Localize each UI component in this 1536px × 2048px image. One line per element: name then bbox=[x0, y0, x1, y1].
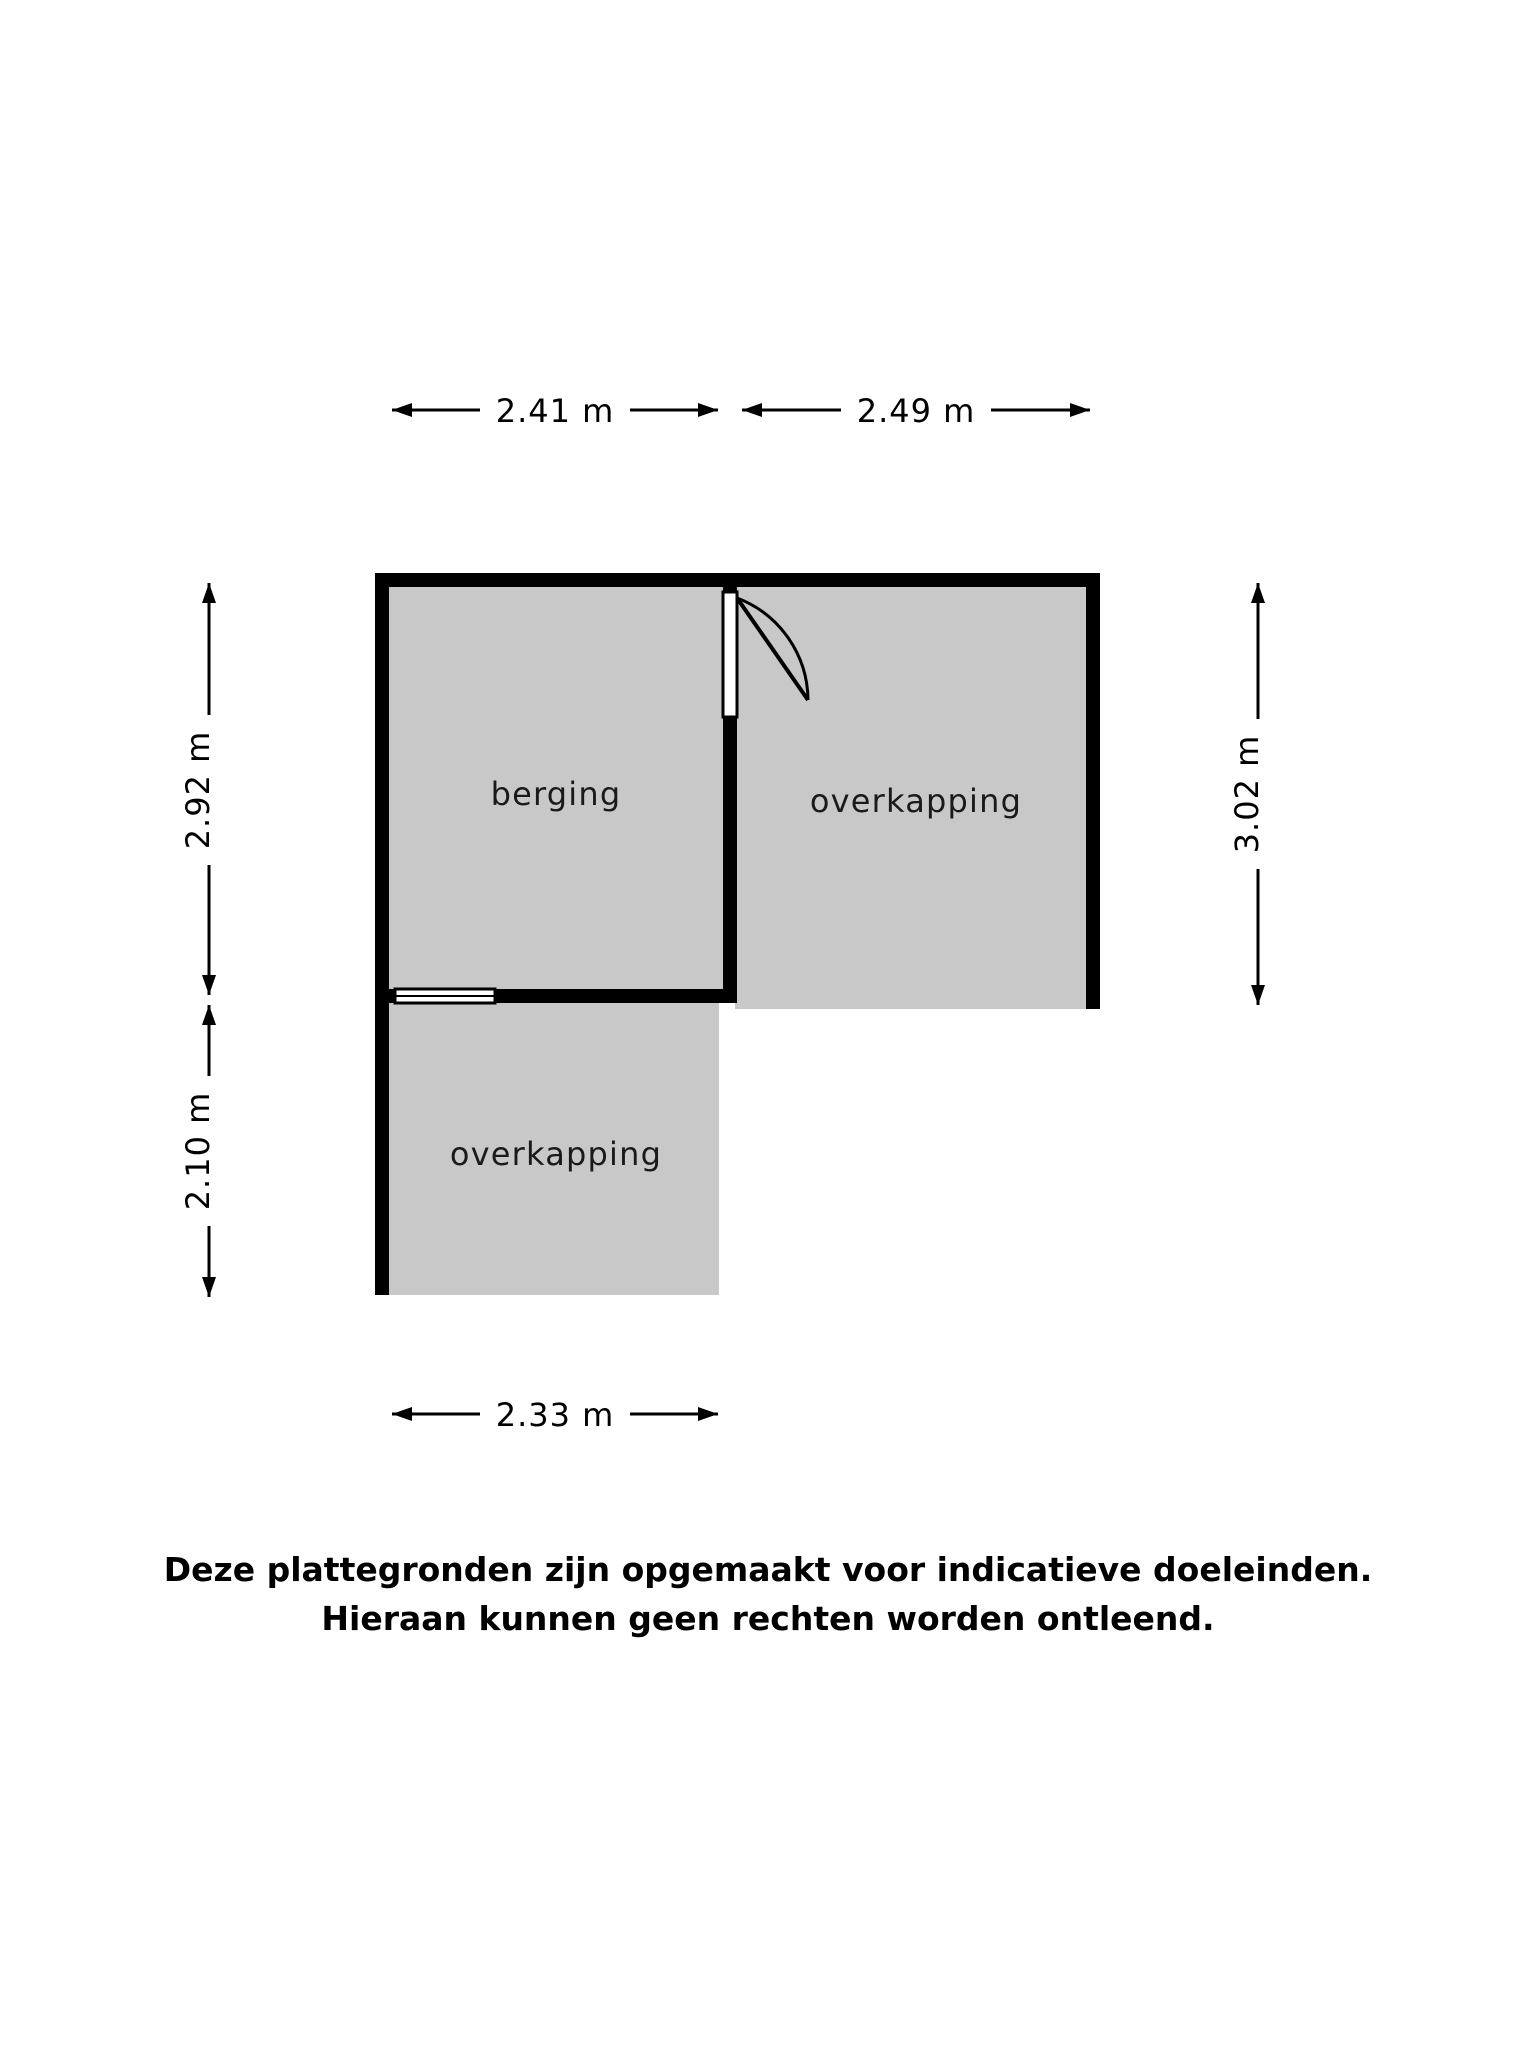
dimension-label-right: 3.02 m bbox=[1228, 734, 1266, 854]
dimension-label-top-left: 2.41 m bbox=[495, 392, 615, 430]
dimension-label-left-lower: 2.10 m bbox=[179, 1091, 217, 1211]
dimension-label-top-right: 2.49 m bbox=[856, 392, 976, 430]
wall-left-lower bbox=[375, 1000, 389, 1295]
disclaimer-text bbox=[0, 1545, 1536, 1643]
room-label-overkapping-bottom: overkapping bbox=[449, 1135, 663, 1173]
dimension-label-left-upper: 2.92 m bbox=[179, 730, 217, 850]
disclaimer-line-2: Hieraan kunnen geen rechten worden ontleend. bbox=[321, 1599, 1215, 1638]
wall-left-upper bbox=[375, 573, 389, 1003]
room-label-overkapping-right: overkapping bbox=[809, 782, 1023, 820]
dimension-label-bottom: 2.33 m bbox=[495, 1396, 615, 1434]
wall-right bbox=[1086, 573, 1100, 1009]
disclaimer-line-1: Deze plattegronden zijn opgemaakt voor indicatieve doeleinden. bbox=[163, 1550, 1373, 1589]
door-jamb-middle bbox=[723, 592, 737, 717]
room-label-berging: berging bbox=[490, 775, 622, 813]
wall-top bbox=[375, 573, 1100, 587]
